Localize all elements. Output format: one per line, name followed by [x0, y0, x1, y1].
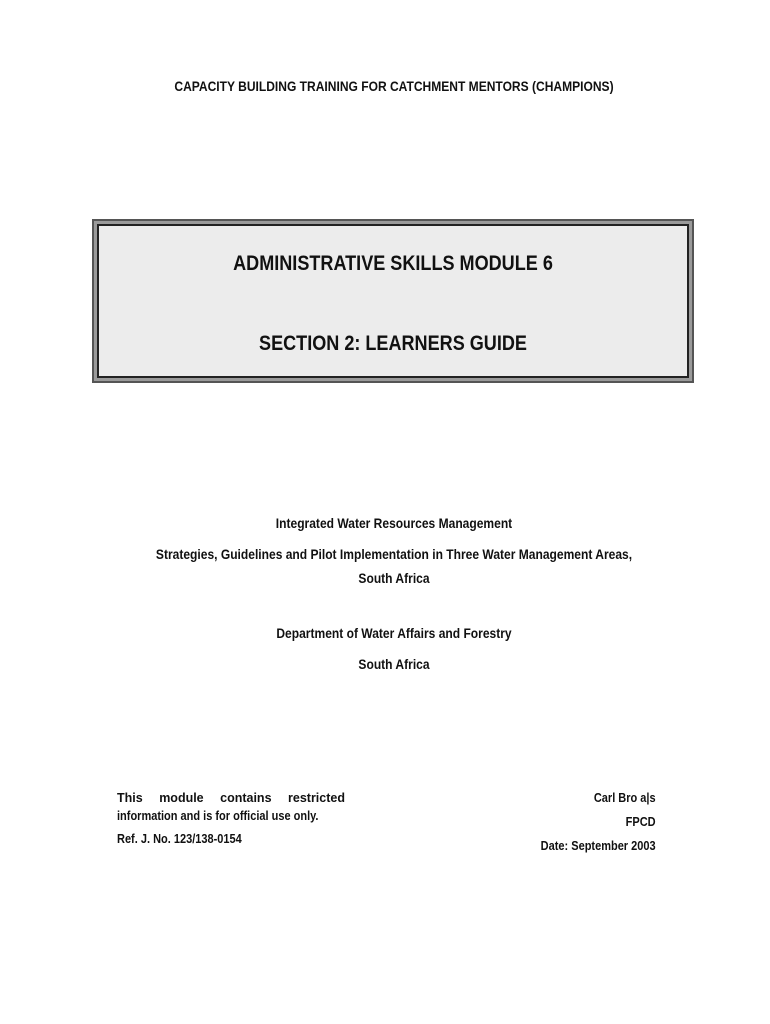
reference-number: Ref. J. No. 123/138-0154	[117, 832, 242, 846]
title-box-inner	[97, 224, 689, 378]
project-name: Integrated Water Resources Management	[275, 515, 513, 531]
restriction-word: This	[117, 791, 143, 805]
restriction-word: restricted	[288, 791, 345, 805]
publisher-info	[525, 791, 656, 853]
publication-date: Date: September 2003	[541, 839, 656, 853]
module-title: ADMINISTRATIVE SKILLS MODULE 6	[233, 252, 553, 275]
restriction-notice	[117, 791, 345, 846]
project-description-line2: South Africa	[358, 570, 430, 586]
title-box	[92, 219, 694, 383]
company-unit: FPCD	[626, 815, 656, 829]
restriction-line2: information and is for official use only.	[117, 809, 319, 823]
department-country: South Africa	[358, 656, 430, 672]
restriction-word: contains	[220, 791, 272, 805]
company-name: Carl Bro a|s	[594, 791, 656, 805]
department-name: Department of Water Affairs and Forestry	[276, 625, 512, 641]
document-header-title: CAPACITY BUILDING TRAINING FOR CATCHMENT MENTORS (CHAMPIONS)	[174, 78, 614, 94]
restriction-word: module	[159, 791, 204, 805]
restriction-line1	[117, 791, 345, 805]
section-title: SECTION 2: LEARNERS GUIDE	[259, 332, 527, 355]
project-description-line1: Strategies, Guidelines and Pilot Implementation in Three Water Management Areas,	[155, 546, 633, 562]
